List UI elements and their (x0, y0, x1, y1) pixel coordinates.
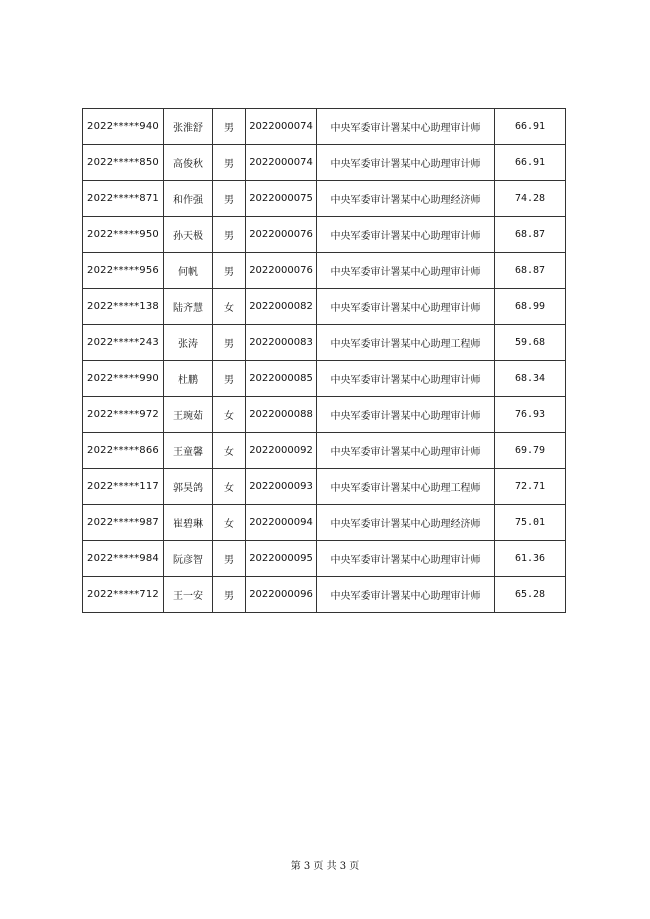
score-cell: 69.79 (495, 433, 566, 469)
candidate-name-cell: 王童馨 (164, 433, 213, 469)
gender-cell: 男 (213, 253, 246, 289)
position-code-cell: 2022000088 (246, 397, 317, 433)
position-name-cell: 中央军委审计署某中心助理经济师 (317, 181, 495, 217)
gender-cell: 男 (213, 577, 246, 613)
gender-cell: 男 (213, 109, 246, 145)
candidate-id-cell: 2022*****712 (83, 577, 164, 613)
candidate-id-cell: 2022*****866 (83, 433, 164, 469)
gender-cell: 男 (213, 217, 246, 253)
table-row (83, 289, 566, 325)
results-table (82, 108, 566, 613)
position-code-cell: 2022000083 (246, 325, 317, 361)
table-row (83, 541, 566, 577)
position-name-cell: 中央军委审计署某中心助理审计师 (317, 541, 495, 577)
position-name-cell: 中央军委审计署某中心助理审计师 (317, 361, 495, 397)
gender-cell: 女 (213, 433, 246, 469)
position-code-cell: 2022000076 (246, 217, 317, 253)
candidate-id-cell: 2022*****940 (83, 109, 164, 145)
position-name-cell: 中央军委审计署某中心助理审计师 (317, 217, 495, 253)
score-cell: 68.34 (495, 361, 566, 397)
table-row (83, 217, 566, 253)
position-code-cell: 2022000094 (246, 505, 317, 541)
candidate-name-cell: 和作强 (164, 181, 213, 217)
gender-cell: 男 (213, 145, 246, 181)
candidate-id-cell: 2022*****850 (83, 145, 164, 181)
position-code-cell: 2022000092 (246, 433, 317, 469)
position-name-cell: 中央军委审计署某中心助理审计师 (317, 397, 495, 433)
candidate-name-cell: 张淮舒 (164, 109, 213, 145)
table-row (83, 253, 566, 289)
gender-cell: 女 (213, 469, 246, 505)
candidate-id-cell: 2022*****117 (83, 469, 164, 505)
position-name-cell: 中央军委审计署某中心助理审计师 (317, 145, 495, 181)
candidate-id-cell: 2022*****243 (83, 325, 164, 361)
table-row (83, 469, 566, 505)
candidate-id-cell: 2022*****990 (83, 361, 164, 397)
candidate-name-cell: 崔碧琳 (164, 505, 213, 541)
score-cell: 65.28 (495, 577, 566, 613)
position-code-cell: 2022000075 (246, 181, 317, 217)
candidate-name-cell: 杜鹏 (164, 361, 213, 397)
position-code-cell: 2022000074 (246, 145, 317, 181)
position-code-cell: 2022000093 (246, 469, 317, 505)
score-cell: 68.87 (495, 253, 566, 289)
table-row (83, 145, 566, 181)
score-cell: 61.36 (495, 541, 566, 577)
position-name-cell: 中央军委审计署某中心助理审计师 (317, 433, 495, 469)
position-name-cell: 中央军委审计署某中心助理经济师 (317, 505, 495, 541)
candidate-id-cell: 2022*****972 (83, 397, 164, 433)
gender-cell: 男 (213, 181, 246, 217)
table-row (83, 325, 566, 361)
candidate-name-cell: 陆齐慧 (164, 289, 213, 325)
position-code-cell: 2022000076 (246, 253, 317, 289)
position-code-cell: 2022000095 (246, 541, 317, 577)
position-name-cell: 中央军委审计署某中心助理工程师 (317, 469, 495, 505)
candidate-name-cell: 孙天极 (164, 217, 213, 253)
score-cell: 68.99 (495, 289, 566, 325)
table-row (83, 181, 566, 217)
candidate-name-cell: 张涛 (164, 325, 213, 361)
candidate-id-cell: 2022*****138 (83, 289, 164, 325)
candidate-id-cell: 2022*****987 (83, 505, 164, 541)
position-name-cell: 中央军委审计署某中心助理工程师 (317, 325, 495, 361)
candidate-name-cell: 何帆 (164, 253, 213, 289)
score-cell: 75.01 (495, 505, 566, 541)
candidate-id-cell: 2022*****950 (83, 217, 164, 253)
results-table-body (83, 109, 566, 613)
table-row (83, 361, 566, 397)
score-cell: 74.28 (495, 181, 566, 217)
candidate-id-cell: 2022*****871 (83, 181, 164, 217)
table-row (83, 397, 566, 433)
candidate-name-cell: 高俊秋 (164, 145, 213, 181)
gender-cell: 女 (213, 289, 246, 325)
candidate-id-cell: 2022*****956 (83, 253, 164, 289)
candidate-id-cell: 2022*****984 (83, 541, 164, 577)
position-code-cell: 2022000085 (246, 361, 317, 397)
position-name-cell: 中央军委审计署某中心助理审计师 (317, 289, 495, 325)
score-cell: 59.68 (495, 325, 566, 361)
gender-cell: 男 (213, 541, 246, 577)
candidate-name-cell: 王一安 (164, 577, 213, 613)
gender-cell: 女 (213, 505, 246, 541)
page-footer: 第 3 页 共 3 页 (290, 861, 360, 872)
score-cell: 76.93 (495, 397, 566, 433)
score-cell: 68.87 (495, 217, 566, 253)
table-row (83, 505, 566, 541)
position-code-cell: 2022000074 (246, 109, 317, 145)
score-cell: 66.91 (495, 145, 566, 181)
candidate-name-cell: 王琬茹 (164, 397, 213, 433)
position-name-cell: 中央军委审计署某中心助理审计师 (317, 577, 495, 613)
gender-cell: 男 (213, 325, 246, 361)
gender-cell: 女 (213, 397, 246, 433)
table-row (83, 109, 566, 145)
table-row (83, 577, 566, 613)
position-code-cell: 2022000096 (246, 577, 317, 613)
score-cell: 72.71 (495, 469, 566, 505)
candidate-name-cell: 阮彦智 (164, 541, 213, 577)
score-cell: 66.91 (495, 109, 566, 145)
position-code-cell: 2022000082 (246, 289, 317, 325)
table-row (83, 433, 566, 469)
position-name-cell: 中央军委审计署某中心助理审计师 (317, 109, 495, 145)
candidate-name-cell: 郭昊鸽 (164, 469, 213, 505)
gender-cell: 男 (213, 361, 246, 397)
position-name-cell: 中央军委审计署某中心助理审计师 (317, 253, 495, 289)
